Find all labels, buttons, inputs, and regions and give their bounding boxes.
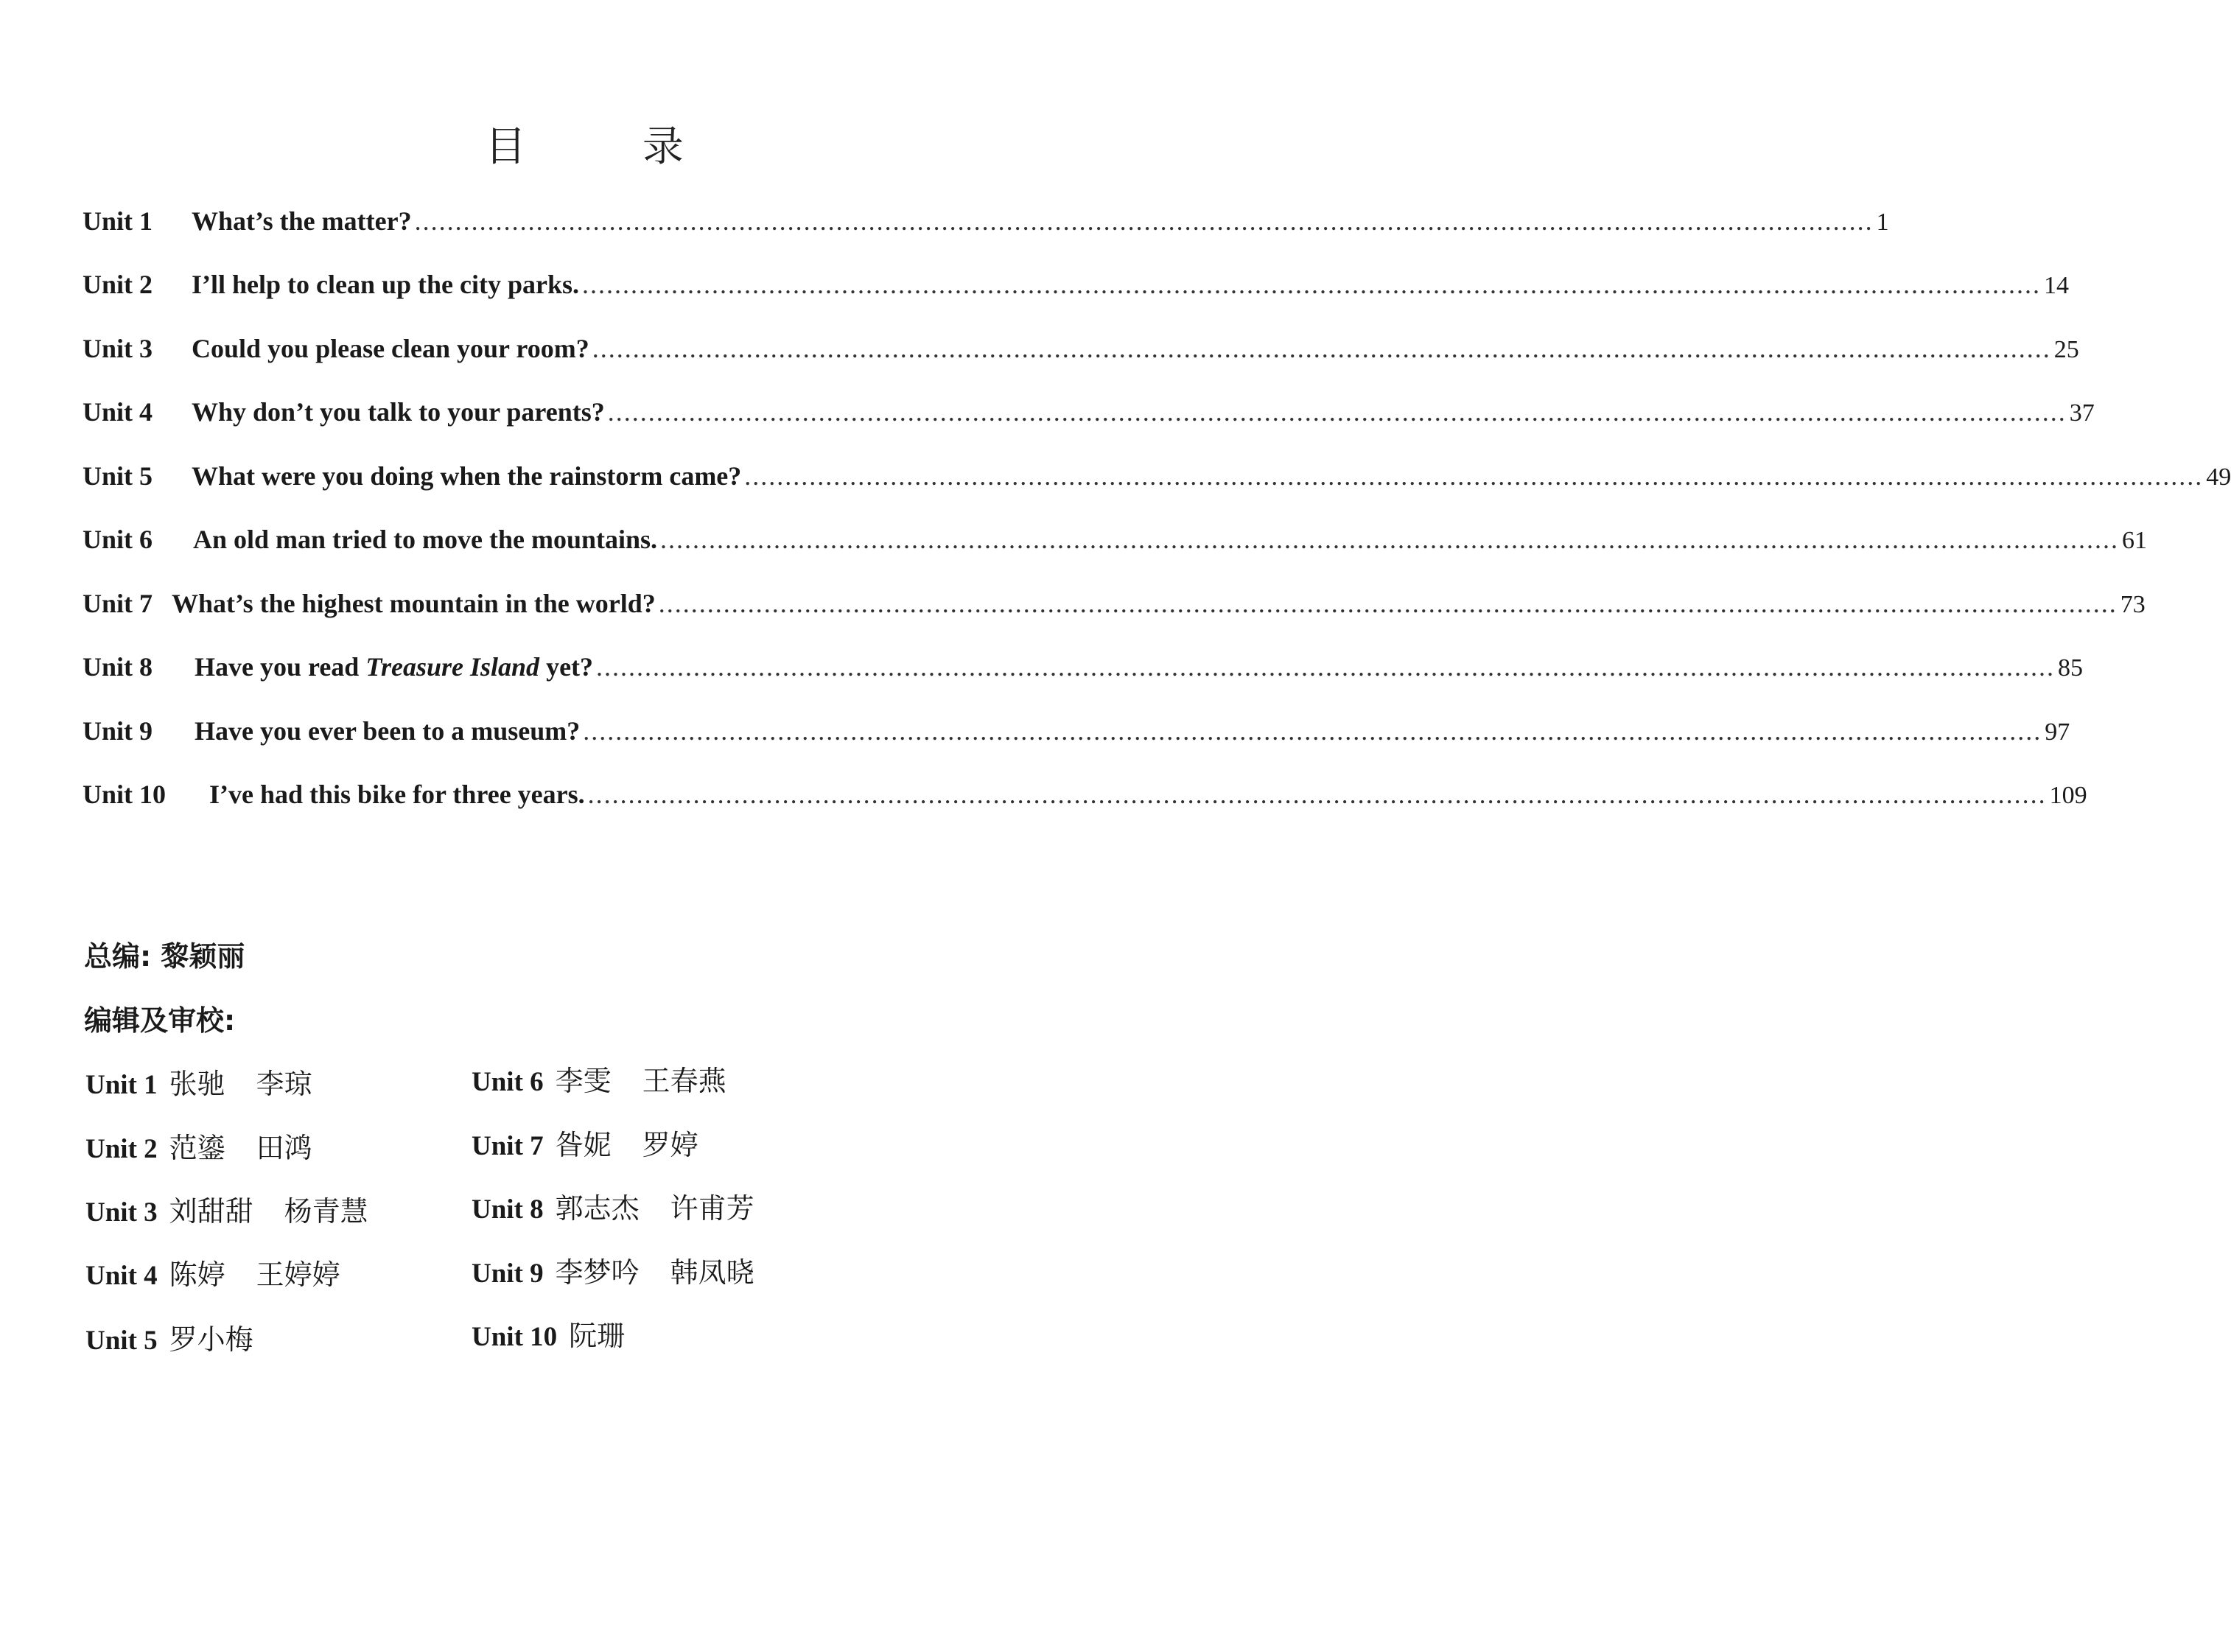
chief-editor-line: 总编: 黎颖丽 — [84, 940, 245, 973]
toc-unit-label: Unit 7 — [83, 589, 153, 618]
editor-unit-label: Unit 10 — [472, 1322, 558, 1352]
editor-name: 刘甜甜 — [169, 1195, 253, 1228]
toc-entry-unit-8[interactable] — [83, 646, 2084, 687]
editor-entry-unit-1 — [85, 1064, 343, 1104]
editor-name: 杨青慧 — [284, 1195, 368, 1228]
toc-unit-label: Unit 10 — [83, 780, 167, 809]
toc-unit-label: Unit 4 — [83, 397, 153, 427]
toc-entry-unit-7[interactable] — [83, 583, 2146, 624]
toc-leader-dots: .................................................................................................................................................................................... — [658, 589, 2118, 618]
editor-entry-unit-8 — [472, 1189, 785, 1228]
editor-unit-label: Unit 7 — [472, 1131, 544, 1161]
toc-page-number: 1 — [1876, 209, 1889, 236]
toc-page-number: 49 — [2206, 463, 2231, 491]
toc-page-number: 25 — [2053, 336, 2079, 363]
toc-page-number: 73 — [2120, 591, 2146, 618]
toc-unit-title: I’ll help to clean up the city parks. — [192, 270, 580, 299]
toc-unit-title: Have you ever been to a museum? — [195, 716, 581, 746]
toc-unit-label: Unit 2 — [83, 270, 153, 299]
editor-unit-label: Unit 3 — [85, 1197, 158, 1228]
editor-unit-label: Unit 5 — [85, 1326, 158, 1356]
toc-leader-dots: .................................................................................................................................................................................... — [414, 206, 1874, 236]
editor-entry-unit-9 — [472, 1253, 785, 1292]
toc-page-number: 61 — [2122, 527, 2148, 554]
editors-heading: 编辑及审校: — [84, 1004, 236, 1037]
toc-leader-dots: .................................................................................................................................................................................... — [582, 270, 2042, 299]
editor-unit-label: Unit 1 — [85, 1070, 158, 1100]
editor-unit-label: Unit 6 — [472, 1067, 544, 1097]
toc-unit-title: Could you please clean your room? — [192, 334, 589, 363]
editor-name: 罗小梅 — [169, 1323, 253, 1356]
editor-entry-unit-4 — [85, 1255, 371, 1295]
editor-name: 李琼 — [256, 1068, 312, 1100]
toc-unit-label: Unit 1 — [83, 206, 153, 236]
toc-unit-label: Unit 9 — [83, 716, 153, 746]
toc-unit-title: What’s the highest mountain in the world? — [172, 589, 656, 618]
toc-unit-title: Why don’t you talk to your parents? — [192, 397, 605, 427]
editor-entry-unit-5 — [85, 1320, 284, 1359]
toc-leader-dots: .................................................................................................................................................................................... — [587, 780, 2047, 809]
editor-name: 阮珊 — [569, 1320, 626, 1352]
toc-leader-dots: .................................................................................................................................................................................... — [583, 716, 2042, 746]
toc-page-number: 85 — [2058, 654, 2084, 682]
editor-name: 王婷婷 — [256, 1259, 340, 1291]
editor-entry-unit-7 — [472, 1125, 729, 1165]
editor-name: 郭志杰 — [555, 1192, 640, 1225]
toc-unit-label: Unit 5 — [83, 461, 153, 491]
toc-unit-label: Unit 6 — [83, 525, 153, 554]
editor-name: 李雯 — [555, 1065, 612, 1097]
toc-entry-unit-4[interactable] — [83, 391, 2095, 433]
toc-page-number: 14 — [2044, 272, 2070, 299]
toc-leader-dots: .................................................................................................................................................................................... — [607, 397, 2067, 427]
toc-unit-title: What were you doing when the rainstorm came? — [192, 461, 742, 491]
toc-page-number: 37 — [2069, 399, 2095, 427]
toc-unit-label: Unit 3 — [83, 334, 153, 363]
editor-unit-label: Unit 4 — [85, 1261, 158, 1291]
editor-unit-label: Unit 8 — [472, 1194, 544, 1225]
editor-name: 李梦吟 — [555, 1256, 640, 1289]
editor-name: 张驰 — [169, 1068, 225, 1100]
toc-page-number: 97 — [2045, 718, 2070, 746]
editor-name: 田鸿 — [256, 1132, 312, 1164]
toc-entry-unit-10[interactable] — [83, 774, 2087, 815]
toc-leader-dots: .................................................................................................................................................................................... — [596, 652, 2056, 682]
toc-entry-unit-3[interactable] — [83, 328, 2079, 369]
toc-entry-unit-1[interactable] — [83, 200, 1889, 242]
toc-unit-title: An old man tried to move the mountains. — [193, 525, 658, 554]
toc-unit-label: Unit 8 — [83, 652, 153, 682]
toc-unit-title — [195, 646, 593, 687]
editor-name: 王春燕 — [642, 1065, 726, 1097]
toc-entry-unit-5[interactable] — [83, 455, 2231, 497]
toc-title-text: Have you read — [195, 652, 366, 682]
editor-unit-label: Unit 2 — [85, 1134, 158, 1164]
toc-leader-dots: .................................................................................................................................................................................... — [660, 525, 2120, 554]
editor-name: 范鎏 — [169, 1132, 225, 1164]
toc-page-number: 109 — [2049, 782, 2087, 809]
toc-leader-dots: .................................................................................................................................................................................... — [744, 461, 2204, 491]
editor-name: 陈婷 — [169, 1259, 225, 1291]
editor-name: 许甫芳 — [670, 1192, 754, 1225]
editor-entry-unit-10 — [472, 1316, 656, 1356]
toc-unit-title: What’s the matter? — [192, 206, 412, 236]
editor-entry-unit-2 — [85, 1128, 343, 1168]
toc-entry-unit-9[interactable] — [83, 710, 2070, 752]
editor-entry-unit-6 — [472, 1061, 757, 1101]
editor-name: 罗婷 — [642, 1129, 698, 1161]
toc-leader-dots: .................................................................................................................................................................................... — [592, 334, 2051, 363]
editor-entry-unit-3 — [85, 1191, 399, 1231]
toc-title-text: yet? — [539, 652, 594, 682]
editor-name: 昝妮 — [555, 1129, 612, 1161]
toc-entry-unit-6[interactable] — [83, 519, 2148, 560]
page-title: 目 录 — [485, 123, 735, 171]
toc-entry-unit-2[interactable] — [83, 264, 2070, 305]
editor-unit-label: Unit 9 — [472, 1259, 544, 1289]
editor-name: 韩凤晓 — [670, 1256, 754, 1289]
toc-title-italic-book: Treasure Island — [365, 652, 540, 682]
toc-unit-title: I’ve had this bike for three years. — [209, 780, 585, 809]
